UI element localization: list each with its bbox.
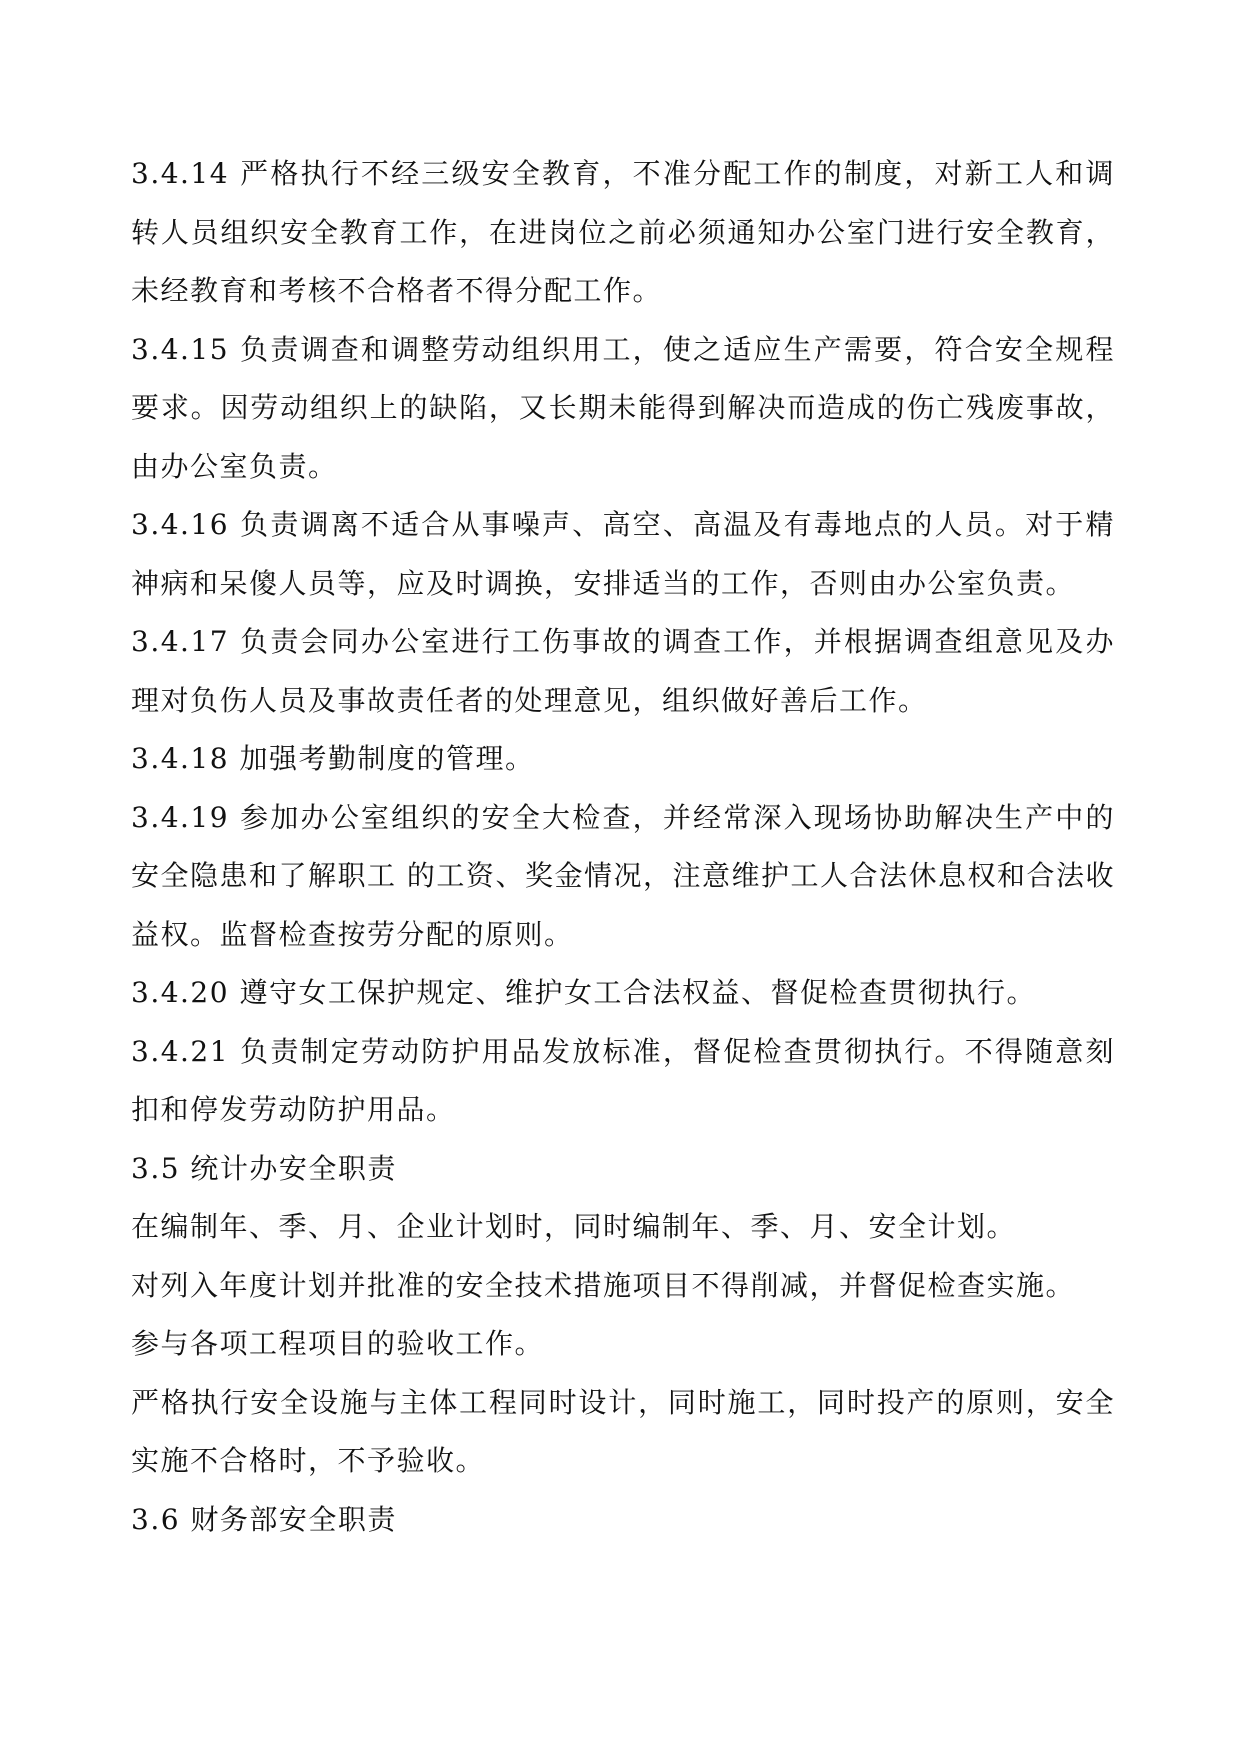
clause-3-4-18: 3.4.18 加强考勤制度的管理。 <box>131 742 535 775</box>
section-heading-3-6: 3.6 财务部安全职责 <box>131 1502 397 1536</box>
document-body <box>131 145 1115 1549</box>
clause-3-4-17: 3.4.17 负责会同办公室进行工伤事故的调查工作，并根据调查组意见及办理对负伤人员及事故责任者的处理意见，组织做好善后工作。 <box>131 625 1115 717</box>
statistics-duty-1: 在编制年、季、月、企业计划时，同时编制年、季、月、安全计划。 <box>131 1210 1017 1243</box>
clause-3-4-19: 3.4.19 参加办公室组织的安全大检查，并经常深入现场协助解决生产中的安全隐患和了解职工 的工资、奖金情况，注意维护工人合法休息权和合法收益权。监督检查按劳分配的原则。 <box>131 800 1115 951</box>
statistics-duty-2: 对列入年度计划并批准的安全技术措施项目不得削减，并督促检查实施。 <box>131 1268 1076 1302</box>
statistics-duty-3: 参与各项工程项目的验收工作。 <box>131 1327 545 1360</box>
clause-3-4-21: 3.4.21 负责制定劳动防护用品发放标准，督促检查贯彻执行。不得随意刻扣和停发劳动防护用品。 <box>131 1034 1115 1126</box>
clause-3-4-20: 3.4.20 遵守女工保护规定、维护女工合法权益、督促检查贯彻执行。 <box>131 976 1036 1009</box>
statistics-duty-4: 严格执行安全设施与主体工程同时设计，同时施工，同时投产的原则，安全实施不合格时，不予验收。 <box>131 1385 1115 1477</box>
clause-3-4-15: 3.4.15 负责调查和调整劳动组织用工，使之适应生产需要，符合安全规程要求。因劳动组织上的缺陷，又长期未能得到解决而造成的伤亡残废事故，由办公室负责。 <box>131 332 1115 483</box>
section-heading-3-5: 3.5 统计办安全职责 <box>131 1151 397 1185</box>
clause-3-4-16: 3.4.16 负责调离不适合从事噪声、高空、高温及有毒地点的人员。对于精神病和呆傻人员等，应及时调换，安排适当的工作，否则由办公室负责。 <box>131 508 1115 600</box>
clause-3-4-14: 3.4.14 严格执行不经三级安全教育，不准分配工作的制度，对新工人和调转人员组织安全教育工作，在进岗位之前必须通知办公室门进行安全教育，未经教育和考核不合格者不得分配工作。 <box>131 157 1115 307</box>
